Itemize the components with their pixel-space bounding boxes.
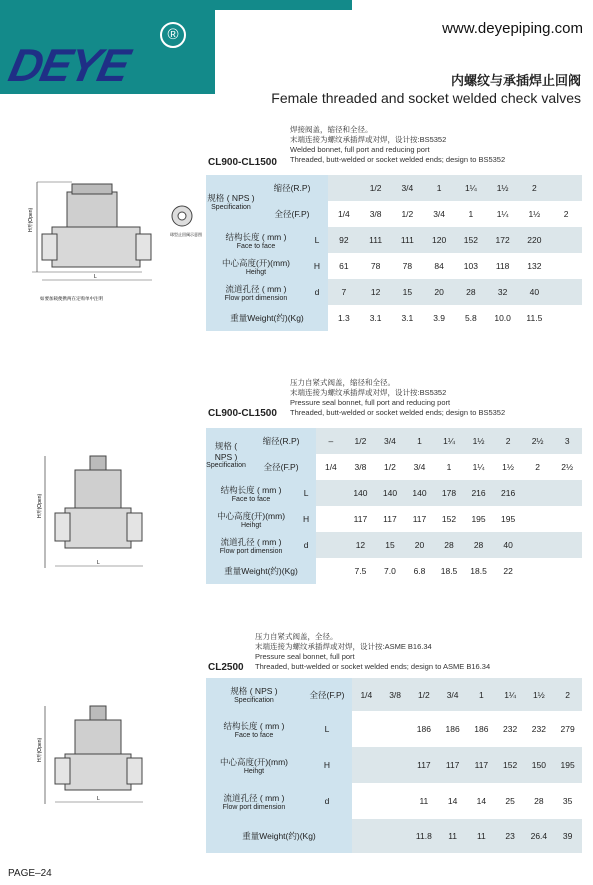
section-3-class: CL2500 (208, 662, 244, 673)
table-cell: 117 (346, 506, 376, 532)
table-cell: 3/4 (423, 201, 455, 227)
dim-h-label: H开(Open) (37, 493, 43, 518)
table-cell: 11.8 (410, 819, 439, 853)
page-title-en: Female threaded and socket welded check valves (271, 90, 581, 106)
table-cell: 35 (553, 783, 582, 819)
page-title-cn: 内螺纹与承插焊止回阀 (450, 73, 581, 88)
table-cell: 3/8 (381, 678, 410, 711)
table-cell: 111 (392, 227, 424, 253)
table-row (206, 711, 582, 747)
table-cell: 172 (487, 227, 519, 253)
table-cell: 1/4 (328, 201, 360, 227)
table-cell: 10.0 (487, 305, 519, 331)
table-cell: 14 (438, 783, 467, 819)
table-cell: 150 (525, 747, 554, 783)
dim-l-label: L (94, 274, 97, 280)
table-cell: 5.8 (455, 305, 487, 331)
table-cell: 1½ (464, 428, 494, 454)
row-label: 重量Weight(约)(Kg) (206, 305, 328, 331)
table-row (206, 747, 582, 783)
dimension-symbol: H (302, 747, 352, 783)
table-cell: 12 (360, 279, 392, 305)
table-cell: 1/2 (346, 428, 376, 454)
table-cell: 3/4 (438, 678, 467, 711)
spec-table-2 (206, 428, 582, 584)
table-cell: 2 (550, 201, 582, 227)
table-cell (381, 819, 410, 853)
table-cell: 2 (519, 175, 551, 201)
table-cell: 2½ (523, 428, 553, 454)
row-label (206, 747, 302, 783)
row-label (206, 783, 302, 819)
table-cell: 1/4 (316, 454, 346, 480)
row-label: 全径(F.P) (302, 678, 352, 711)
table-cell: 1¼ (434, 428, 464, 454)
table-cell: 232 (525, 711, 554, 747)
label-text: Heihgt (240, 521, 262, 529)
table-cell: 3.9 (423, 305, 455, 331)
table-cell: 20 (405, 532, 435, 558)
table-cell (523, 558, 553, 584)
dimension-symbol: d (296, 532, 316, 558)
row-label (206, 480, 296, 506)
table-cell: 2 (523, 454, 553, 480)
table-cell: 3.1 (360, 305, 392, 331)
table-cell: 92 (328, 227, 360, 253)
row-label (206, 279, 306, 305)
row-label (206, 506, 296, 532)
label-text: 流道孔径 ( mm ) (225, 283, 287, 294)
section-1-description: 焊接阀盖，缩径和全径。 末端连接为螺纹承插焊或对焊，设计按:BS5352 Welded bonnet, full port and reducing port Threaded, butt-welded or socket welded ends; design to BS5352 (290, 125, 506, 164)
label-text: Face to face (231, 495, 271, 503)
table-cell: 186 (467, 711, 496, 747)
table-row (206, 227, 582, 253)
table-cell: 1½ (487, 175, 519, 201)
label-text: Flow port dimension (219, 547, 283, 555)
table-cell: 117 (438, 747, 467, 783)
dimension-symbol: L (306, 227, 328, 253)
valve-drawing-2 (35, 448, 185, 573)
table-cell: 2 (553, 678, 582, 711)
label-text: Specification (206, 461, 246, 469)
table-cell: 140 (346, 480, 376, 506)
table-cell: 1/2 (360, 175, 392, 201)
valve-drawing-3 (35, 700, 185, 810)
table-cell: 118 (487, 253, 519, 279)
table-cell (550, 279, 582, 305)
table-cell: 22 (493, 558, 523, 584)
table-cell: 1½ (525, 678, 554, 711)
table-cell: 32 (487, 279, 519, 305)
brand-logo: DEYE (4, 39, 133, 91)
table-cell: 1/4 (352, 678, 381, 711)
table-cell: 1 (467, 678, 496, 711)
row-label: 缩径(R.P) (256, 175, 328, 201)
table-cell: 7.0 (375, 558, 405, 584)
table-cell: 111 (360, 227, 392, 253)
page-number: PAGE–24 (8, 868, 52, 879)
table-row (206, 428, 582, 454)
table-cell: 195 (493, 506, 523, 532)
table-row (206, 819, 582, 853)
table-cell: 3 (552, 428, 582, 454)
label-text: Specification (211, 203, 251, 211)
table-cell: 1.3 (328, 305, 360, 331)
table-cell (552, 532, 582, 558)
dim-h-label: H开(Open) (37, 737, 43, 762)
table-cell: 40 (519, 279, 551, 305)
dimension-symbol: H (306, 253, 328, 279)
table-cell: 3/4 (405, 454, 435, 480)
table-cell: 28 (525, 783, 554, 819)
table-cell (550, 227, 582, 253)
table-cell: 11 (438, 819, 467, 853)
table-row (206, 480, 582, 506)
table-cell: 15 (375, 532, 405, 558)
table-row (206, 253, 582, 279)
table-cell: 28 (464, 532, 494, 558)
table-cell (316, 506, 346, 532)
label-text: 中心高度(开)(mm) (222, 257, 290, 268)
table-row (206, 175, 582, 201)
table-row (206, 678, 582, 711)
table-row (206, 506, 582, 532)
dimension-symbol: d (306, 279, 328, 305)
table-cell: 20 (423, 279, 455, 305)
table-cell: 2½ (552, 454, 582, 480)
table-cell (352, 783, 381, 819)
table-cell: 26.4 (525, 819, 554, 853)
table-row (206, 783, 582, 819)
table-row (206, 454, 582, 480)
table-cell: 1/2 (392, 201, 424, 227)
table-cell: 84 (423, 253, 455, 279)
table-cell: 1 (405, 428, 435, 454)
logo-box (0, 10, 215, 94)
label-text: Heihgt (245, 268, 267, 276)
table-cell: 195 (553, 747, 582, 783)
label-text: 规格 ( NPS ) (214, 440, 238, 462)
label-text: 规格 ( NPS ) (207, 192, 255, 203)
table-row (206, 558, 582, 584)
table-cell (550, 175, 582, 201)
table-cell: 132 (519, 253, 551, 279)
table-cell: 152 (455, 227, 487, 253)
label-text: 结构长度 ( mm ) (223, 720, 285, 731)
row-label (206, 428, 246, 480)
drawing-note: 如要加载便携两在定购单中注明 (40, 296, 103, 301)
table-cell: 1 (434, 454, 464, 480)
table-cell: 18.5 (434, 558, 464, 584)
table-cell: 1¼ (496, 678, 525, 711)
dim-h-label: H开(Open) (28, 207, 34, 232)
valve-drawing-1 (12, 172, 202, 307)
dimension-symbol: L (302, 711, 352, 747)
section-3-description: 压力自紧式阀盖，全径。 末端连接为螺纹承插焊或对焊，设计按:ASME B16.34 Pressure seal bonnet, full port Threaded, butt-welded or socket welded ends; design to ASME B16.34 (255, 632, 491, 671)
label-text: Specification (234, 697, 274, 704)
label-text: 中心高度(开)(mm) (217, 510, 286, 521)
table-cell: 6.8 (405, 558, 435, 584)
label-text: Face to face (236, 242, 276, 250)
row-label: 重量Weight(约)(Kg) (206, 558, 316, 584)
row-label: 全径(F.P) (246, 454, 316, 480)
dimension-symbol: L (296, 480, 316, 506)
table-cell (352, 747, 381, 783)
table-cell: 152 (434, 506, 464, 532)
label-text: 结构长度 ( mm ) (225, 231, 287, 242)
table-cell: 28 (455, 279, 487, 305)
table-cell: 1 (455, 201, 487, 227)
table-cell (550, 305, 582, 331)
table-cell: 3/8 (346, 454, 376, 480)
registered-mark: ® (160, 22, 186, 48)
table-cell (381, 783, 410, 819)
table-cell: 12 (346, 532, 376, 558)
table-cell (352, 819, 381, 853)
table-cell: 3/4 (392, 175, 424, 201)
label-text: 流道孔径 ( mm ) (220, 536, 282, 547)
table-row (206, 279, 582, 305)
row-label: 缩径(R.P) (246, 428, 316, 454)
dimension-symbol: d (302, 783, 352, 819)
table-cell (381, 711, 410, 747)
table-cell: 78 (392, 253, 424, 279)
table-cell: 186 (438, 711, 467, 747)
table-cell: 195 (464, 506, 494, 532)
label-text: 规格 ( NPS ) (230, 686, 278, 696)
table-cell: 186 (410, 711, 439, 747)
row-label (206, 532, 296, 558)
row-label (206, 711, 302, 747)
table-cell: 117 (410, 747, 439, 783)
table-cell (552, 558, 582, 584)
table-cell (550, 253, 582, 279)
table-cell: 11 (467, 819, 496, 853)
row-label: 重量Weight(约)(Kg) (206, 819, 352, 853)
table-row (206, 201, 582, 227)
table-cell: 232 (496, 711, 525, 747)
table-cell: 1¼ (487, 201, 519, 227)
table-cell: 23 (496, 819, 525, 853)
table-cell: 7.5 (346, 558, 376, 584)
label-text: Flow port dimension (224, 294, 288, 302)
table-cell: 2 (493, 428, 523, 454)
table-cell: 117 (405, 506, 435, 532)
dim-l-label: L (97, 560, 100, 566)
label-text: 流道孔径 ( mm ) (223, 792, 285, 803)
top-banner (0, 0, 352, 10)
table-cell (381, 747, 410, 783)
table-cell: 14 (467, 783, 496, 819)
row-label (206, 227, 306, 253)
website: www.deyepiping.com (442, 20, 583, 37)
row-label (206, 253, 306, 279)
table-cell: 15 (392, 279, 424, 305)
table-cell (552, 480, 582, 506)
table-cell: 3/8 (360, 201, 392, 227)
row-label (206, 678, 302, 711)
spec-table-3 (206, 678, 582, 853)
table-cell (352, 711, 381, 747)
dimension-symbol: H (296, 506, 316, 532)
table-cell (523, 506, 553, 532)
table-cell: 178 (434, 480, 464, 506)
row-label: 全径(F.P) (256, 201, 328, 227)
label-text: 结构长度 ( mm ) (220, 484, 282, 495)
section-2-class: CL900-CL1500 (208, 408, 277, 419)
table-cell: 117 (375, 506, 405, 532)
label-text: Flow port dimension (222, 803, 286, 811)
table-cell: 11 (410, 783, 439, 819)
table-cell: 140 (405, 480, 435, 506)
table-cell: 220 (519, 227, 551, 253)
section-2-description: 压力自紧式阀盖，缩径和全径。 末端连接为螺纹承插焊或对焊，设计按:BS5352 Pressure seal bonnet, full port and reducing port Threaded, butt-welded or socket welded ends; design to BS5352 (290, 378, 506, 417)
table-cell: 216 (464, 480, 494, 506)
table-cell: 1 (423, 175, 455, 201)
dim-l-label: L (97, 796, 100, 802)
table-cell: 279 (553, 711, 582, 747)
table-cell: 140 (375, 480, 405, 506)
table-cell (316, 532, 346, 558)
table-cell: 28 (434, 532, 464, 558)
table-cell (328, 175, 360, 201)
table-row (206, 532, 582, 558)
table-cell: 61 (328, 253, 360, 279)
table-row (206, 305, 582, 331)
table-cell (523, 532, 553, 558)
table-cell (523, 480, 553, 506)
label-text: 中心高度(开)(mm) (220, 756, 288, 767)
table-cell: 103 (455, 253, 487, 279)
table-cell (316, 480, 346, 506)
table-cell: – (316, 428, 346, 454)
table-cell: 1½ (519, 201, 551, 227)
table-cell: 18.5 (464, 558, 494, 584)
section-1-class: CL900-CL1500 (208, 157, 277, 168)
table-cell: 40 (493, 532, 523, 558)
table-cell: 1/2 (410, 678, 439, 711)
table-cell: 7 (328, 279, 360, 305)
table-cell: 3.1 (392, 305, 424, 331)
table-cell (316, 558, 346, 584)
table-cell: 152 (496, 747, 525, 783)
row-label (206, 175, 256, 227)
table-cell: 39 (553, 819, 582, 853)
table-cell: 1¼ (464, 454, 494, 480)
label-text: Face to face (234, 731, 274, 739)
table-cell: 1½ (493, 454, 523, 480)
label-text: Heihgt (243, 767, 265, 775)
table-cell: 117 (467, 747, 496, 783)
table-cell: 25 (496, 783, 525, 819)
table-cell: 78 (360, 253, 392, 279)
table-cell (552, 506, 582, 532)
detail-label: 球型止回阀示意图 (170, 232, 202, 237)
table-cell: 216 (493, 480, 523, 506)
table-cell: 120 (423, 227, 455, 253)
spec-table-1 (206, 175, 582, 331)
table-cell: 1/2 (375, 454, 405, 480)
table-cell: 11.5 (519, 305, 551, 331)
table-cell: 1¼ (455, 175, 487, 201)
table-cell: 3/4 (375, 428, 405, 454)
